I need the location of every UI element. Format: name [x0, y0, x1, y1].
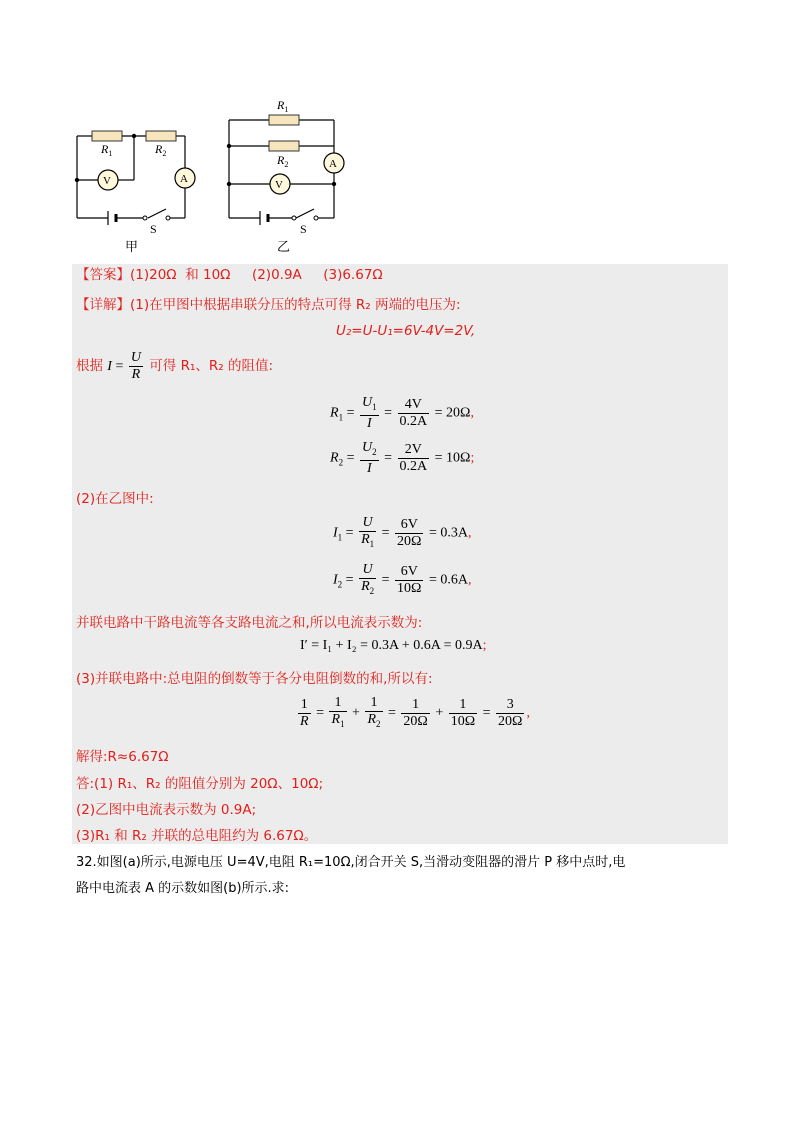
switch-icon — [292, 216, 318, 220]
answer-text: (1)20Ω 和 10Ω (2)0.9A (3)6.67Ω — [130, 267, 383, 283]
eq-i2: $I_2$ = $\frac{U}{R_2}$ = $\frac{6V}{10\Omega}$ = 0.6A, — [333, 562, 472, 596]
battery-icon — [260, 211, 268, 225]
parallel-current-text: 并联电路中干路电流等各支路电流之和,所以电流表示数为: — [76, 615, 423, 631]
label-ammeter: A — [180, 173, 188, 185]
eq-i1: $I_1$ = $\frac{U}{R_1}$ = $\frac{6V}{20\Omega}$ = 0.3A, — [333, 515, 472, 549]
label-switch: S — [150, 222, 157, 236]
label-voltmeter: V — [275, 179, 283, 191]
ohm-law-formula: I = $\frac{U}{R}$ — [107, 350, 141, 383]
eq-reciprocal: $\frac{1}{R}$ = $\frac{1}{R_1}$ + $\frac{1}{R_2}$ = $\frac{1}{20\Omega}$ + $\frac{1}{10\Omega}$ = $\frac{3}{20\Omega}$ , — [300, 695, 530, 729]
ohm-prefix: 根据 — [76, 358, 103, 374]
resistor-r1-symbol — [92, 131, 122, 141]
detail-text-1: (1)在甲图中根据串联分压的特点可得 R₂ 两端的电压为: — [130, 297, 461, 313]
label-voltmeter: V — [103, 175, 111, 187]
label-r2: $R_2$ — [155, 142, 167, 158]
reply-line-2: (2)乙图中电流表示数为 0.9A; — [76, 802, 257, 818]
circuit-diagram-yi — [222, 96, 352, 256]
question-32-line-2: 路中电流表 A 的示数如图(b)所示.求: — [76, 881, 290, 896]
circuit-diagram-jia — [70, 120, 210, 255]
answer-line — [76, 266, 383, 284]
solve-line: 解得:R≈6.67Ω — [76, 749, 169, 765]
detail-label: 【详解】 — [76, 297, 130, 313]
resistor-r1-symbol — [269, 115, 299, 125]
caption-jia: 甲 — [125, 239, 139, 254]
reply-line-3: (3)R₁ 和 R₂ 并联的总电阻约为 6.67Ω。 — [76, 828, 318, 844]
ohm-law-line — [76, 348, 273, 385]
reply-line-1: 答:(1) R₁、R₂ 的阻值分别为 20Ω、10Ω; — [76, 776, 324, 792]
eq-r2: $R_2$ = $\frac{U_2}{I}$ = $\frac{2V}{0.2A}$ = 10Ω; — [330, 440, 475, 476]
label-r1: $R_1$ — [101, 142, 113, 158]
label-switch: S — [300, 222, 307, 236]
question-32-line-1: 32.如图(a)所示,电源电压 U=4V,电阻 R₁=10Ω,闭合开关 S,当滑动变阻器的滑片 P 移中点时,电 — [76, 855, 626, 870]
resistor-r2-symbol — [146, 131, 176, 141]
label-r1: $R_1$ — [277, 98, 289, 114]
label-ammeter: A — [329, 158, 337, 170]
answer-label: 【答案】 — [76, 267, 130, 283]
caption-yi: 乙 — [277, 239, 291, 254]
label-r2: $R_2$ — [277, 153, 289, 169]
switch-icon — [143, 216, 170, 220]
resistor-r2-symbol — [269, 141, 299, 151]
eq-total-current: I′ = I₁ + I₂ = 0.3A + 0.6A = 0.9A; — [300, 638, 487, 653]
detail-line-1 — [76, 296, 461, 314]
ohm-suffix: 可得 R₁、R₂ 的阻值: — [149, 358, 274, 374]
eq-u2: U₂=U-U₁=6V-4V=2V, — [336, 323, 476, 339]
part3-heading: (3)并联电路中:总电阻的倒数等于各分电阻倒数的和,所以有: — [76, 671, 433, 687]
battery-icon — [108, 211, 116, 225]
eq-r1: $R_1$ = $\frac{U_1}{I}$ = $\frac{4V}{0.2A}$ = 20Ω, — [330, 395, 474, 431]
part2-heading: (2)在乙图中: — [76, 491, 154, 507]
